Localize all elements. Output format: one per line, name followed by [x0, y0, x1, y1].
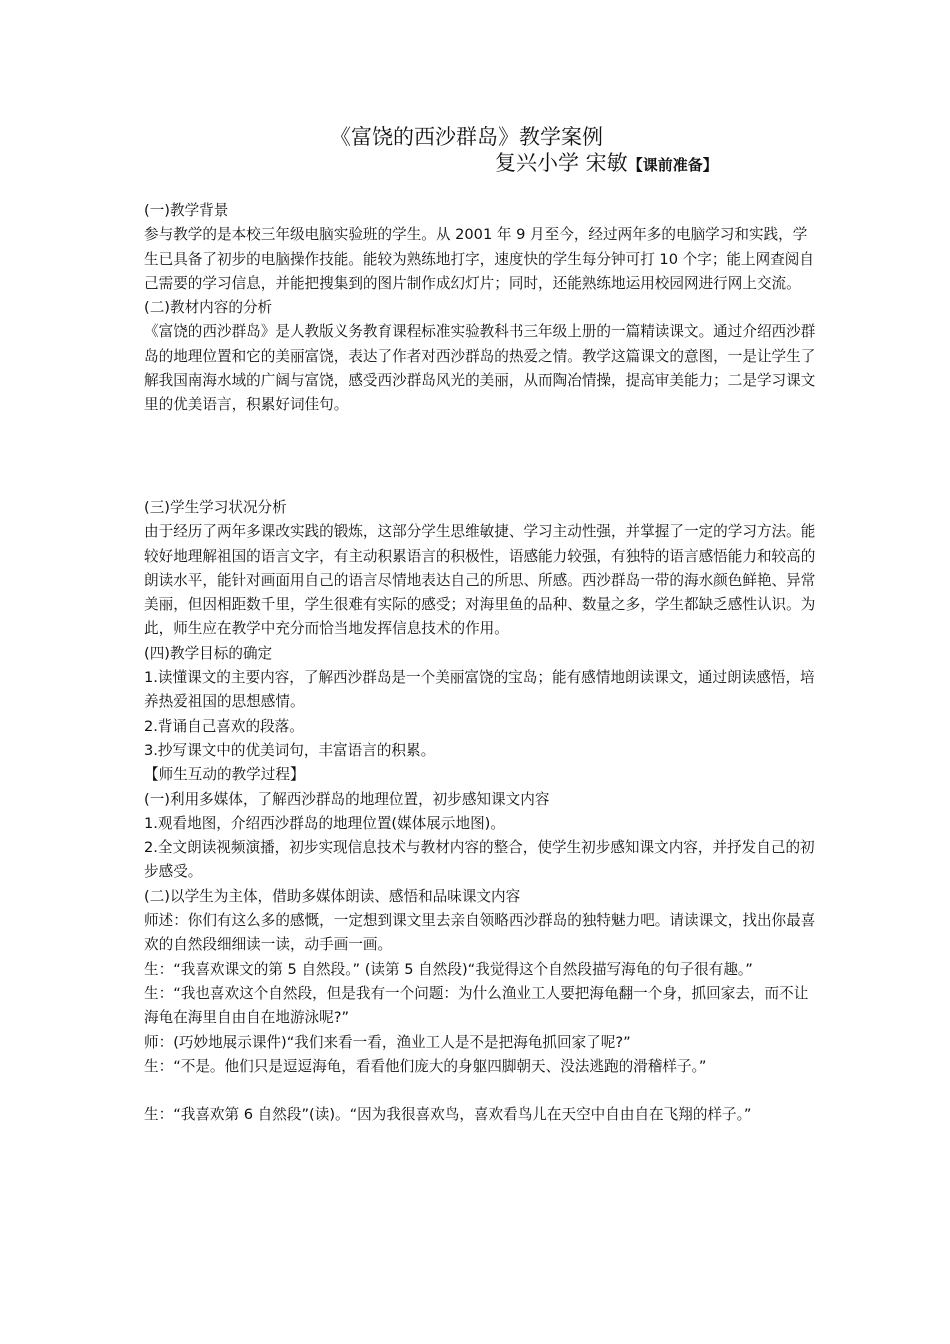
goals-heading: (四)教学目标的确定	[144, 644, 273, 662]
step1-item-2: 2.全文朗读视频演播，初步实现信息技术与教材内容的整合，使学生初步感知课文内容，并抒发自己的初 步感受。	[144, 839, 815, 881]
background-heading: (一)教学背景	[144, 202, 229, 219]
step1-heading: (一)利用多媒体，了解西沙群岛的地理位置，初步感知课文内容	[144, 790, 550, 808]
students-paragraph: 由于经历了两年多课改实践的锻炼，这部分学生思维敏捷、学习主动性强，并掌握了一定的学习方法。能较好地理解祖国的语言文字，有主动积累语言的积极性，语感能力较强，有独特的语言感悟能力和较高的朗读水平，能针对画面用自己的语言尽情地表达自己的所思、所感。西沙群岛一带的海水颜色鲜艳、异常美丽，但因相距数千里，学生很难有实际的感受；对海里鱼的品种、数量之多，学生都缺乏感性认识。为此，师生应在教学中充分而恰当地发挥信息技术的作用。	[144, 523, 816, 638]
goal-item-1: 1.读懂课文的主要内容，了解西沙群岛是一个美丽富饶的宝岛；能有感情地朗读课文，通过朗读感悟，培养热爱祖国的思想感情。	[144, 669, 815, 711]
teacher-line-1: 师述：你们有这么多的感慨，一定想到课文里去亲自领略西沙群岛的独特魅力吧。请读课文，找出你最喜欢的自然段细细读一读，动手画一画。	[144, 912, 816, 954]
blank-line	[144, 1079, 816, 1103]
analysis-heading: (二)教材内容的分析	[144, 299, 273, 317]
student-line-1: 生：“我喜欢课文的第 5 自然段。” (读第 5 自然段)“我觉得这个自然段描写海龟的句子很有趣。”	[144, 960, 753, 978]
prep-label: 【课前准备】	[627, 156, 718, 174]
step1-item-1: 1.观看地图，介绍西沙群岛的地理位置(媒体展示地图)。	[144, 814, 505, 832]
student-line-4: 生：“我喜欢第 6 自然段”(读)。“因为我很喜欢鸟，喜欢看鸟儿在天空中自由自在飞翔的样子。”	[144, 1106, 752, 1124]
students-heading: (三)学生学习状况分析	[144, 499, 287, 516]
step2-heading: (二)以学生为主体，借助多媒体朗读、感悟和品味课文内容	[144, 887, 521, 905]
student-line-3: 生：“不是。他们只是逗逗海龟，看看他们庞大的身躯四脚朝天、没法逃跑的滑稽样子。”	[144, 1057, 707, 1075]
section-block-2	[144, 496, 816, 1128]
teacher-line-2: 师：(巧妙地展示课件)“我们来看一看，渔业工人是不是把海龟抓回家了呢?”	[144, 1033, 631, 1051]
process-heading: 【师生互动的教学过程】	[144, 766, 305, 784]
author-line	[495, 150, 718, 178]
document-title: 《富饶的西沙群岛》教学案例	[330, 125, 603, 149]
author-name: 复兴小学 宋敏	[495, 151, 628, 175]
goal-item-3: 3.抄写课文中的优美词句，丰富语言的积累。	[144, 741, 436, 759]
background-paragraph: 参与教学的是本校三年级电脑实验班的学生。从 2001 年 9 月至今，经过两年多的电脑学习和实践，学生已具备了初步的电脑操作技能。能较为熟练地打字，速度快的学生每分钟可打 10 个字；能上网查阅自己需要的学习信息，并能把搜集到的图片制作成幻灯片；同时，还能熟练地运用校园网进行网上交流。	[144, 226, 814, 292]
section-block-1	[144, 199, 816, 418]
analysis-paragraph: 《富饶的西沙群岛》是人教版义务教育课程标准实验教科书三年级上册的一篇精读课文。通过介绍西沙群岛的地理位置和它的美丽富饶，表达了作者对西沙群岛的热爱之情。教学这篇课文的意图，一是让学生了解我国南海水域的广阔与富饶，感受西沙群岛风光的美丽，从而陶冶情操，提高审美能力；二是学习课文里的优美语言，积累好词佳句。	[144, 323, 816, 414]
goal-item-2: 2.背诵自己喜欢的段落。	[144, 717, 304, 735]
student-line-2: 生：“我也喜欢这个自然段，但是我有一个问题：为什么渔业工人要把海龟翻一个身，抓回家去，而不让海龟在海里自由自在地游泳呢?”	[144, 984, 809, 1027]
